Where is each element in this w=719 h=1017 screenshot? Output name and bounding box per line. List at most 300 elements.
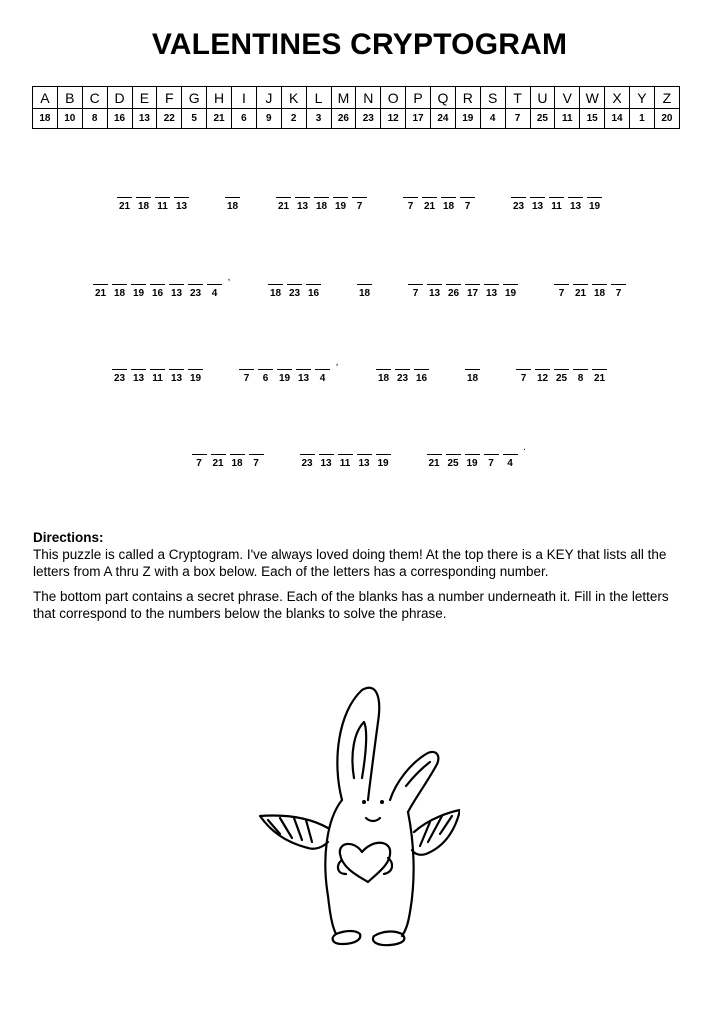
letter-slot: [501, 271, 520, 299]
key-number-cell[interactable]: 4: [480, 109, 505, 129]
letter-blank[interactable]: [300, 441, 315, 455]
key-number-cell[interactable]: 9: [256, 109, 281, 129]
cipher-number: 13: [485, 288, 498, 299]
cipher-number: 13: [531, 201, 544, 212]
cipher-number: 13: [170, 373, 183, 384]
key-number-cell[interactable]: 18: [33, 109, 58, 129]
key-number-cell[interactable]: 24: [431, 109, 456, 129]
key-number-cell[interactable]: 8: [82, 109, 107, 129]
letter-slot: [463, 271, 482, 299]
cipher-number: 13: [175, 201, 188, 212]
puzzle-word: [223, 184, 242, 212]
letter-slot: [533, 356, 552, 384]
cipher-number: 7: [558, 288, 565, 299]
letter-slot: [412, 356, 431, 384]
cipher-number: 17: [466, 288, 479, 299]
letter-slot: [313, 356, 332, 384]
letter-blank[interactable]: [592, 271, 607, 285]
letter-blank[interactable]: [441, 184, 456, 198]
letter-slot: [393, 356, 412, 384]
letter-blank[interactable]: [296, 356, 311, 370]
key-letter-cell: K: [281, 87, 306, 109]
letter-blank[interactable]: [188, 356, 203, 370]
letter-blank[interactable]: [554, 356, 569, 370]
letter-slot: [172, 184, 191, 212]
cipher-number: 4: [319, 373, 326, 384]
letter-slot: [482, 271, 501, 299]
letter-blank[interactable]: [258, 356, 273, 370]
letter-slot: [566, 184, 585, 212]
letter-slot: [374, 356, 393, 384]
puzzle-word: [274, 184, 369, 212]
cipher-number: 19: [278, 373, 291, 384]
letter-blank[interactable]: [484, 271, 499, 285]
letter-blank[interactable]: [150, 271, 165, 285]
letter-slot: [571, 271, 590, 299]
letter-slot: [247, 441, 266, 469]
letter-slot: [285, 271, 304, 299]
cipher-number: 13: [428, 288, 441, 299]
cipher-number: 23: [396, 373, 409, 384]
cipher-number: 18: [442, 201, 455, 212]
letter-blank[interactable]: [403, 184, 418, 198]
letter-blank[interactable]: [230, 441, 245, 455]
cipher-number: 18: [269, 288, 282, 299]
cipher-number: 19: [189, 373, 202, 384]
letter-slot: [186, 271, 205, 299]
letter-blank[interactable]: [535, 356, 550, 370]
cipher-number: 18: [137, 201, 150, 212]
cipher-number: 21: [574, 288, 587, 299]
cipher-number: 7: [196, 458, 202, 469]
letter-slot: [110, 356, 129, 384]
letter-slot: [463, 356, 482, 384]
letter-slot: [528, 184, 547, 212]
cipher-number: 21: [423, 201, 436, 212]
cipher-number: 16: [415, 373, 428, 384]
cipher-number: 18: [226, 201, 239, 212]
letter-blank[interactable]: [549, 184, 564, 198]
key-letter-cell: X: [605, 87, 630, 109]
letter-blank[interactable]: [315, 356, 330, 370]
key-number-cell[interactable]: 5: [182, 109, 207, 129]
letter-slot: [205, 271, 224, 299]
letter-slot: [585, 184, 604, 212]
letter-slot: [190, 441, 209, 469]
letter-blank[interactable]: [446, 271, 461, 285]
cipher-number: 19: [377, 458, 389, 469]
letter-blank[interactable]: [516, 356, 531, 370]
letter-blank[interactable]: [503, 271, 518, 285]
cipher-number: 12: [536, 373, 549, 384]
key-letter-cell: Q: [431, 87, 456, 109]
key-letter-cell: A: [33, 87, 58, 109]
cipher-number: 19: [466, 458, 478, 469]
punctuation-mark: ,: [335, 357, 339, 368]
letter-blank[interactable]: [395, 356, 410, 370]
key-letter-cell: Y: [630, 87, 655, 109]
letter-slot: [571, 356, 590, 384]
letter-slot: [317, 441, 336, 469]
puzzle-word: [552, 271, 628, 299]
cipher-number: 13: [132, 373, 145, 384]
key-letter-cell: N: [356, 87, 381, 109]
key-numbers-row: [33, 109, 680, 129]
key-number-cell[interactable]: 11: [555, 109, 580, 129]
cipher-number: 4: [507, 458, 513, 469]
puzzle-word: [425, 441, 530, 469]
letter-slot: [148, 271, 167, 299]
letter-blank[interactable]: [277, 356, 292, 370]
letter-slot: [331, 184, 350, 212]
letter-blank[interactable]: [554, 271, 569, 285]
letter-slot: [223, 184, 242, 212]
letter-slot: [237, 356, 256, 384]
letter-blank[interactable]: [287, 271, 302, 285]
letter-blank[interactable]: [117, 184, 132, 198]
key-letter-cell: R: [455, 87, 480, 109]
letter-blank[interactable]: [276, 184, 291, 198]
cipher-number: 18: [358, 288, 371, 299]
key-number-cell[interactable]: 22: [157, 109, 182, 129]
key-number-cell[interactable]: 2: [281, 109, 306, 129]
letter-slot: [228, 441, 247, 469]
cupid-bunny-illustration: [250, 682, 460, 952]
letter-blank[interactable]: [112, 356, 127, 370]
key-letter-cell: E: [132, 87, 157, 109]
cipher-number: 19: [334, 201, 347, 212]
letter-slot: [609, 271, 628, 299]
key-number-cell[interactable]: 16: [107, 109, 132, 129]
key-letter-cell: S: [480, 87, 505, 109]
cipher-number: 13: [569, 201, 582, 212]
letter-slot: [401, 184, 420, 212]
cipher-number: 13: [170, 288, 183, 299]
letter-slot: [298, 441, 317, 469]
directions-section: [33, 529, 688, 630]
cipher-number: 16: [307, 288, 320, 299]
puzzle-word: [298, 441, 393, 469]
letter-slot: [312, 184, 331, 212]
letter-slot: [167, 271, 186, 299]
cipher-number: 7: [464, 201, 471, 212]
letter-blank[interactable]: [357, 271, 372, 285]
letter-blank[interactable]: [207, 271, 222, 285]
letter-blank[interactable]: [155, 184, 170, 198]
key-number-cell[interactable]: 3: [306, 109, 331, 129]
letter-blank[interactable]: [376, 441, 391, 455]
key-letters-row: [33, 87, 680, 109]
key-letter-cell: U: [530, 87, 555, 109]
letter-slot: [463, 441, 482, 469]
cipher-number: 19: [132, 288, 145, 299]
letter-slot: [167, 356, 186, 384]
letter-blank[interactable]: [314, 184, 329, 198]
key-number-cell[interactable]: 13: [132, 109, 157, 129]
directions-heading: Directions:: [33, 530, 104, 545]
letter-blank[interactable]: [465, 271, 480, 285]
cipher-number: 21: [428, 458, 440, 469]
letter-slot: [552, 356, 571, 384]
letter-blank[interactable]: [188, 271, 203, 285]
puzzle-word: [266, 271, 323, 299]
key-number-cell[interactable]: 1: [630, 109, 655, 129]
letter-blank[interactable]: [268, 271, 283, 285]
key-letter-cell: W: [580, 87, 605, 109]
cipher-number: 21: [593, 373, 606, 384]
letter-slot: [115, 184, 134, 212]
puzzle-word: [406, 271, 520, 299]
key-number-cell[interactable]: 20: [654, 109, 679, 129]
letter-blank[interactable]: [131, 356, 146, 370]
puzzle-word: [514, 356, 609, 384]
letter-blank[interactable]: [611, 271, 626, 285]
key-number-cell[interactable]: 10: [57, 109, 82, 129]
key-number-cell[interactable]: 19: [455, 109, 480, 129]
puzzle-word: [110, 356, 205, 384]
key-letter-cell: T: [505, 87, 530, 109]
puzzle-word: [401, 184, 477, 212]
puzzle-word: [115, 184, 191, 212]
cipher-number: 19: [504, 288, 517, 299]
letter-slot: [547, 184, 566, 212]
letter-blank[interactable]: [319, 441, 334, 455]
letter-blank[interactable]: [465, 441, 480, 455]
puzzle-line: [0, 271, 719, 299]
letter-slot: [129, 271, 148, 299]
key-letter-cell: V: [555, 87, 580, 109]
letter-blank[interactable]: [592, 356, 607, 370]
letter-slot: [501, 441, 520, 469]
letter-blank[interactable]: [427, 441, 442, 455]
letter-slot: [129, 356, 148, 384]
letter-slot: [91, 271, 110, 299]
directions-paragraph-2: The bottom part contains a secret phrase. Each of the blanks has a number underneath it. Fill in the letters that correspond to the numbers below the blanks to solve the phrase.: [33, 589, 669, 621]
key-letter-cell: M: [331, 87, 356, 109]
letter-blank[interactable]: [333, 184, 348, 198]
cipher-number: 7: [412, 288, 419, 299]
key-number-cell[interactable]: 6: [232, 109, 257, 129]
cipher-number: 13: [297, 373, 310, 384]
page-title: VALENTINES CRYPTOGRAM: [151, 28, 568, 61]
letter-slot: [590, 271, 609, 299]
letter-slot: [425, 271, 444, 299]
cipher-number: 7: [356, 201, 363, 212]
letter-slot: [336, 441, 355, 469]
letter-blank[interactable]: [352, 184, 367, 198]
letter-blank[interactable]: [192, 441, 207, 455]
key-letter-cell: G: [182, 87, 207, 109]
puzzle-word: [509, 184, 604, 212]
key-letter-cell: D: [107, 87, 132, 109]
letter-blank[interactable]: [295, 184, 310, 198]
letter-blank[interactable]: [338, 441, 353, 455]
letter-slot: [293, 184, 312, 212]
cipher-number: 23: [189, 288, 202, 299]
letter-slot: [186, 356, 205, 384]
key-letter-cell: C: [82, 87, 107, 109]
letter-blank[interactable]: [174, 184, 189, 198]
cipher-number: 25: [447, 458, 459, 469]
letter-slot: [110, 271, 129, 299]
key-number-cell[interactable]: 15: [580, 109, 605, 129]
letter-slot: [444, 441, 463, 469]
puzzle-line: [0, 441, 719, 469]
cipher-number: 23: [301, 458, 313, 469]
cipher-number: 23: [512, 201, 525, 212]
letter-blank[interactable]: [169, 271, 184, 285]
letter-blank[interactable]: [357, 441, 372, 455]
letter-blank[interactable]: [306, 271, 321, 285]
letter-blank[interactable]: [573, 271, 588, 285]
directions-paragraph-1: This puzzle is called a Cryptogram. I've always loved doing them! At the top there is a KEY that lists all the letters from A thru Z with a box below. Each of the letters has a corresponding number.: [33, 547, 667, 579]
cipher-number: 21: [118, 201, 131, 212]
puzzle-word: [355, 271, 374, 299]
letter-blank[interactable]: [112, 271, 127, 285]
cipher-key-table: [32, 86, 680, 129]
letter-blank[interactable]: [511, 184, 526, 198]
letter-blank[interactable]: [568, 184, 583, 198]
cipher-number: 11: [551, 201, 562, 212]
puzzle-word: [190, 441, 266, 469]
cipher-number: 7: [253, 458, 259, 469]
key-letter-cell: B: [57, 87, 82, 109]
letter-blank[interactable]: [93, 271, 108, 285]
letter-blank[interactable]: [225, 184, 240, 198]
letter-blank[interactable]: [587, 184, 602, 198]
puzzle-line: [0, 356, 719, 384]
letter-slot: [153, 184, 172, 212]
letter-blank[interactable]: [573, 356, 588, 370]
letter-slot: [482, 441, 501, 469]
letter-blank[interactable]: [376, 356, 391, 370]
cipher-number: 11: [152, 373, 163, 384]
letter-slot: [266, 271, 285, 299]
letter-blank[interactable]: [422, 184, 437, 198]
cipher-number: 21: [212, 458, 224, 469]
cipher-number: 23: [113, 373, 126, 384]
cipher-number: 7: [615, 288, 622, 299]
letter-blank[interactable]: [465, 356, 480, 370]
key-letter-cell: J: [256, 87, 281, 109]
letter-blank[interactable]: [446, 441, 461, 455]
letter-slot: [274, 184, 293, 212]
punctuation-mark: .: [523, 442, 526, 453]
cipher-number: 7: [520, 373, 527, 384]
letter-slot: [209, 441, 228, 469]
letter-slot: [444, 271, 463, 299]
cipher-number: 7: [243, 373, 250, 384]
letter-slot: [148, 356, 167, 384]
cipher-number: 18: [231, 458, 243, 469]
cipher-number: 21: [94, 288, 107, 299]
cipher-number: 13: [296, 201, 309, 212]
key-number-cell[interactable]: 21: [207, 109, 232, 129]
letter-blank[interactable]: [503, 441, 518, 455]
key-number-cell[interactable]: 12: [381, 109, 406, 129]
letter-slot: [509, 184, 528, 212]
letter-slot: [439, 184, 458, 212]
key-number-cell[interactable]: 23: [356, 109, 381, 129]
puzzle-word: [374, 356, 431, 384]
cipher-number: 13: [358, 458, 370, 469]
letter-slot: [420, 184, 439, 212]
key-letter-cell: H: [207, 87, 232, 109]
letter-slot: [350, 184, 369, 212]
letter-slot: [355, 441, 374, 469]
letter-blank[interactable]: [131, 271, 146, 285]
cipher-number: 16: [151, 288, 164, 299]
key-number-cell[interactable]: 7: [505, 109, 530, 129]
letter-slot: [425, 441, 444, 469]
letter-blank[interactable]: [169, 356, 184, 370]
letter-blank[interactable]: [427, 271, 442, 285]
letter-blank[interactable]: [484, 441, 499, 455]
cipher-number: 18: [315, 201, 328, 212]
cipher-number: 19: [588, 201, 601, 212]
letter-slot: [355, 271, 374, 299]
letter-blank[interactable]: [530, 184, 545, 198]
key-letter-cell: I: [232, 87, 257, 109]
letter-slot: [256, 356, 275, 384]
cipher-number: 8: [577, 373, 584, 384]
cipher-number: 18: [377, 373, 390, 384]
cipher-number: 21: [277, 201, 290, 212]
key-letter-cell: L: [306, 87, 331, 109]
letter-slot: [374, 441, 393, 469]
letter-slot: [304, 271, 323, 299]
cipher-number: 4: [211, 288, 218, 299]
key-letter-cell: Z: [654, 87, 679, 109]
key-letter-cell: O: [381, 87, 406, 109]
cipher-number: 7: [407, 201, 414, 212]
letter-slot: [514, 356, 533, 384]
letter-blank[interactable]: [414, 356, 429, 370]
key-number-cell[interactable]: 26: [331, 109, 356, 129]
puzzle-word: [91, 271, 234, 299]
letter-slot: [406, 271, 425, 299]
letter-blank[interactable]: [460, 184, 475, 198]
key-number-cell[interactable]: 17: [406, 109, 431, 129]
letter-slot: [458, 184, 477, 212]
punctuation-mark: ,: [227, 272, 231, 283]
cipher-number: 11: [339, 458, 351, 469]
letter-blank[interactable]: [211, 441, 226, 455]
puzzle-line: [0, 184, 719, 212]
key-number-cell[interactable]: 25: [530, 109, 555, 129]
key-letter-cell: P: [406, 87, 431, 109]
cipher-number: 18: [466, 373, 479, 384]
letter-slot: [134, 184, 153, 212]
cipher-number: 18: [113, 288, 126, 299]
letter-blank[interactable]: [408, 271, 423, 285]
cipher-number: 25: [555, 373, 568, 384]
letter-blank[interactable]: [249, 441, 264, 455]
letter-slot: [590, 356, 609, 384]
cipher-number: 6: [262, 373, 269, 384]
letter-slot: [275, 356, 294, 384]
cipher-number: 23: [288, 288, 301, 299]
key-number-cell[interactable]: 14: [605, 109, 630, 129]
cipher-number: 13: [320, 458, 332, 469]
letter-blank[interactable]: [150, 356, 165, 370]
key-letter-cell: F: [157, 87, 182, 109]
cipher-number: 7: [488, 458, 494, 469]
cipher-number: 11: [157, 201, 168, 212]
letter-blank[interactable]: [239, 356, 254, 370]
letter-blank[interactable]: [136, 184, 151, 198]
letter-slot: [552, 271, 571, 299]
